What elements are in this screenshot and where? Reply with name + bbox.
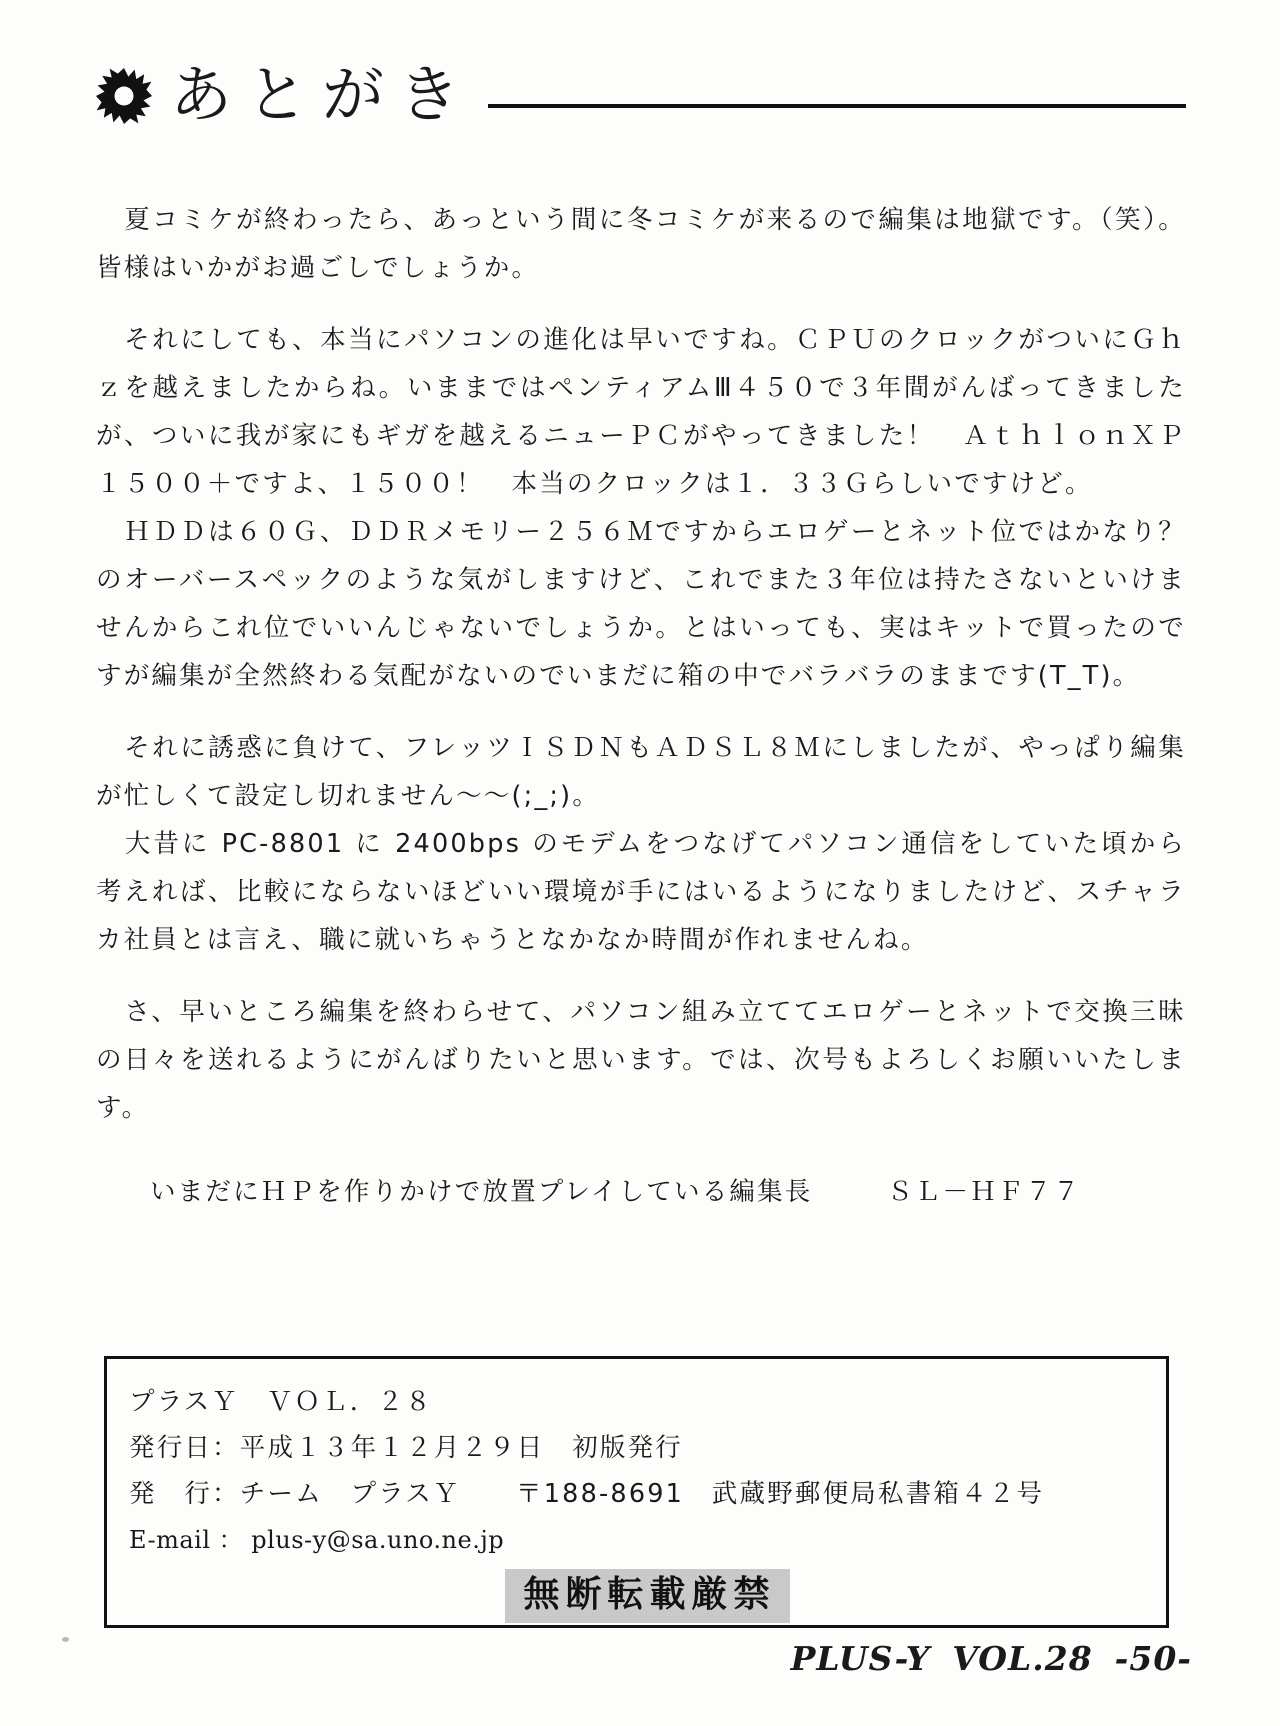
colophon-publisher: 発 行：チーム プラスＹ 〒188-8691 武蔵野郵便局私書箱４２号 [129,1479,1045,1509]
paragraph [96,316,1186,508]
header-divider [488,104,1186,108]
footer-brand: PLUS-Y [790,1639,931,1678]
paragraph-text: さ、早いところ編集を終わらせて、パソコン組み立ててエロゲーとネットで交換三昧の日々を送れるようにがんばりたいと思います。では、次号もよろしくお願いいたします。 [96,997,1186,1123]
paragraph-text: それにしても、本当にパソコンの進化は早いですね。ＣＰＵのクロックがついにＧｈｚを越えましたからね。いままではペンティアムⅢ４５０で３年間がんばってきましたが、ついに我が家にもギガを越えるニューＰＣがやってきました！ ＡｔｈｌｏｎＸＰ１５００＋ですよ、１５００！ 本当のクロックは１．３３Ｇらしいですけど。 [96,325,1186,499]
paragraph-text: 夏コミケが終わったら、あっという間に冬コミケが来るので編集は地獄です。（笑）。皆様はいかがお過ごしでしょうか。 [96,205,1186,283]
colophon-box [104,1356,1169,1628]
signature-text: いまだにＨＰを作りかけで放置プレイしている編集長 [150,1177,813,1207]
page-speck [62,1637,69,1642]
page-header [96,48,1186,138]
page-footer [791,1639,1192,1678]
footer-page-number: -50- [1114,1639,1192,1678]
footer-volume: VOL.28 [952,1639,1093,1678]
colophon-email: E-mail ： plus-y@sa.uno.ne.jp [129,1526,505,1554]
author-signature [96,1172,1186,1208]
colophon-publish-date: 発行日：平成１３年１２月２９日 初版発行 [129,1433,684,1463]
paragraph [96,196,1186,292]
colophon-title: プラスＹ ＶＯＬ．２８ [129,1387,433,1417]
no-reproduction-stamp: 無断転載厳禁 [505,1569,789,1623]
paragraph-text: それに誘惑に負けて、フレッツＩＳＤＮもＡＤＳＬ８Ｍにしましたが、やっぱり編集が忙しくて設定し切れません〜〜(;_;)。 [96,733,1186,811]
paragraph-text: ＨＤＤは６０Ｇ、ＤＤＲメモリー２５６Ｍですからエロゲーとネット位ではかなり？のオーバースペックのような気がしますけど、これでまた３年位は持たさないといけませんからこれ位でいいんじゃないでしょうか。とはいっても、実はキットで買ったのですが編集が全然終わる気配がないのでいまだに箱の中でバラバラのままです(T_T)。 [96,517,1186,691]
page-title: あとがき [170,58,475,131]
paragraph [96,724,1186,820]
signature-name: ＳＬ－ＨＦ７７ [887,1177,1082,1207]
paragraph [96,988,1186,1132]
paragraph [96,820,1186,964]
paragraph [96,508,1186,700]
sun-flower-icon [96,68,152,124]
afterword-body [96,196,1186,1208]
paragraph-text: 大昔に PC-8801 に 2400bps のモデムをつなげてパソコン通信をしていた頃から考えれば、比較にならないほどいい環境が手にはいるようになりましたけど、スチャラカ社員とは言え、職に就いちゃうとなかなか時間が作れませんね。 [96,829,1186,955]
